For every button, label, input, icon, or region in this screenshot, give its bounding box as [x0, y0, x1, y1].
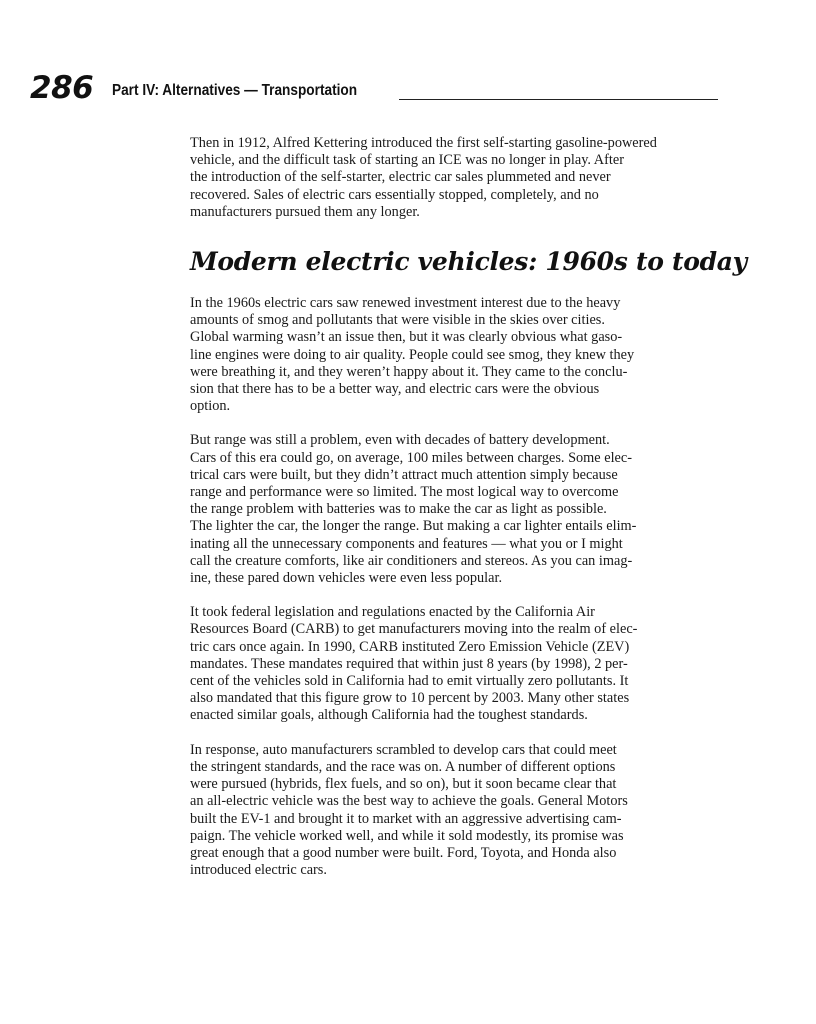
- body-text: [190, 135, 747, 879]
- text-line: were pursued (hybrids, flex fuels, and so on), but it soon became clear that: [190, 776, 617, 793]
- text-line: Then in 1912, Alfred Kettering introduced the first self-starting gasoline-powered: [190, 135, 657, 151]
- text-line: ine, these pared down vehicles were even less popular.: [190, 570, 503, 587]
- paragraph-gap: [190, 587, 710, 604]
- text-line: trical cars were built, but they didn’t attract much attention simply because: [190, 466, 618, 483]
- text-line: It took federal legislation and regulations enacted by the California Air: [190, 604, 595, 621]
- text-line: option.: [190, 398, 231, 415]
- section-title: Part IV: Alternatives — Transportation: [112, 82, 358, 99]
- text-line: In response, auto manufacturers scrambled to develop cars that could meet: [190, 741, 617, 758]
- text-line: call the creature comforts, like air conditioners and stereos. As you can imag-: [190, 552, 633, 569]
- running-header: [30, 70, 718, 106]
- paragraph-1960s: [190, 295, 710, 415]
- text-line: amounts of smog and pollutants that were visible in the skies over cities.: [190, 312, 605, 329]
- text-line: vehicle, and the difficult task of starting an ICE was no longer in play. After: [190, 152, 624, 169]
- paragraph-gap: [190, 415, 710, 432]
- text-line: also mandated that this figure grow to 10 percent by 2003. Many other states: [190, 690, 630, 707]
- text-line: were breathing it, and they weren’t happy about it. They came to the conclu-: [190, 363, 628, 380]
- text-line: mandates. These mandates required that within just 8 years (by 1998), 2 per-: [190, 655, 628, 672]
- paragraph-carb: [190, 604, 710, 724]
- text-line: the introduction of the self-starter, electric car sales plummeted and never: [190, 169, 611, 186]
- text-line: In the 1960s electric cars saw renewed investment interest due to the heavy: [190, 295, 621, 312]
- text-line: Cars of this era could go, on average, 100 miles between charges. Some elec-: [190, 449, 632, 466]
- text-line: introduced electric cars.: [190, 862, 327, 879]
- page-number: 286: [30, 70, 94, 106]
- text-line: the range problem with batteries was to make the car as light as possible.: [190, 501, 607, 518]
- text-line: paign. The vehicle worked well, and while it sold modestly, its promise was: [190, 827, 624, 844]
- text-line: an all-electric vehicle was the best way to achieve the goals. General Motors: [190, 793, 628, 810]
- text-line: range and performance were so limited. The most logical way to overcome: [190, 484, 619, 501]
- text-line: sion that there has to be a better way, and electric cars were the obvious: [190, 381, 600, 398]
- text-line: tric cars once again. In 1990, CARB instituted Zero Emission Vehicle (ZEV): [190, 638, 630, 655]
- text-line: manufacturers pursued them any longer.: [190, 203, 420, 220]
- paragraph-response: [190, 742, 710, 880]
- text-line: built the EV-1 and brought it to market with an aggressive advertising cam-: [190, 810, 622, 827]
- text-line: inating all the unnecessary components and features — what you or I might: [190, 535, 623, 552]
- text-line: Resources Board (CARB) to get manufacturers moving into the realm of elec-: [190, 621, 638, 638]
- text-line: The lighter the car, the longer the range. But making a car lighter entails elim-: [190, 518, 637, 535]
- text-line: Global warming wasn’t an issue then, but it was clearly obvious what gaso-: [190, 329, 623, 346]
- paragraph-range: [190, 432, 710, 587]
- header-rule: [399, 99, 718, 100]
- text-line: cent of the vehicles sold in California had to emit virtually zero pollutants. It: [190, 673, 629, 690]
- text-line: But range was still a problem, even with decades of battery development.: [190, 432, 610, 449]
- text-line: recovered. Sales of electric cars essentially stopped, completely, and no: [190, 186, 599, 203]
- text-line: the stringent standards, and the race was on. A number of different options: [190, 758, 616, 775]
- text-line: great enough that a good number were built. Ford, Toyota, and Honda also: [190, 844, 617, 861]
- text-line: enacted similar goals, although California had the toughest standards.: [190, 707, 588, 724]
- paragraph-gap: [190, 725, 710, 742]
- section-heading: Modern electric vehicles: 1960s to today: [190, 247, 747, 277]
- text-line: line engines were doing to air quality. People could see smog, they knew they: [190, 346, 635, 363]
- paragraph-intro: [190, 135, 710, 221]
